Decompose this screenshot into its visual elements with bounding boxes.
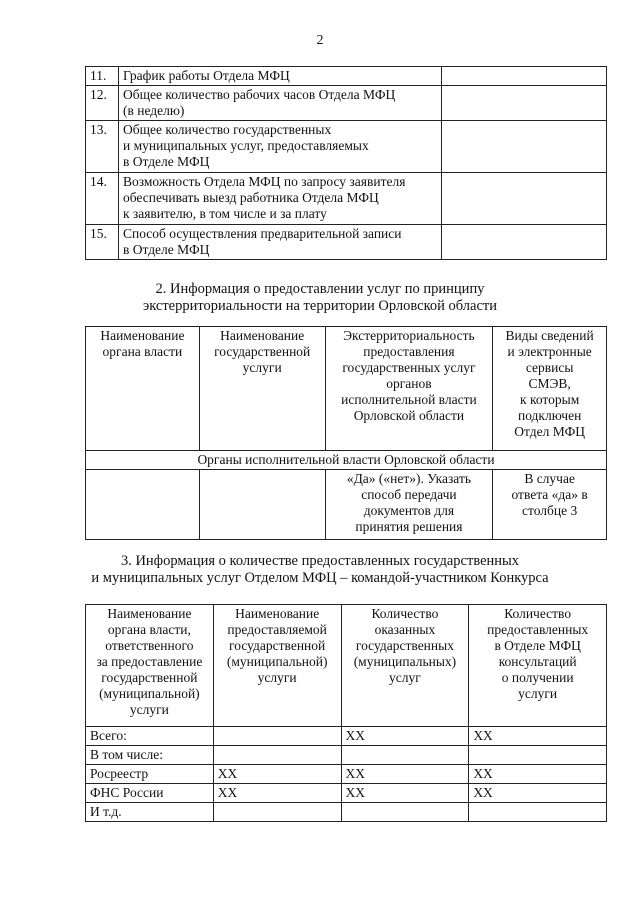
table-row [86,225,607,260]
info-table-items-11-15 [85,66,607,260]
table-row [86,173,607,225]
row-text: Способ осуществления предварительной записи в Отделе МФЦ [118,225,441,260]
table-cell [213,803,341,822]
table-cell [213,746,341,765]
table-row [86,470,607,540]
table-cell: ФНС России [86,784,214,803]
row-text: Возможность Отдела МФЦ по запросу заявителя обеспечивать выезд работника Отдела МФЦ к заявителю, в том числе и за плату [118,173,441,225]
column-header: Виды сведений и электронные сервисы СМЭВ, к которым подключен Отдел МФЦ [493,327,607,451]
table-cell: ХХ [469,784,607,803]
table-row [86,765,607,784]
row-value [442,173,607,225]
table-cell: ХХ [213,784,341,803]
column-header: Наименование предоставляемой государственной (муниципальной) услуги [213,605,341,727]
row-text: Общее количество рабочих часов Отдела МФЦ (в неделю) [118,86,441,121]
table-row [86,727,607,746]
table-cell: Росреестр [86,765,214,784]
table-row [86,86,607,121]
column-header: Наименование органа власти [86,327,200,451]
table-cell: Всего: [86,727,214,746]
services-count-table [85,604,607,822]
column-header: Количество оказанных государственных (муниципальных) услуг [341,605,469,727]
table-cell: ХХ [341,765,469,784]
table-cell: ХХ [469,727,607,746]
row-number: 11. [86,67,119,86]
row-value [442,121,607,173]
column-header: Экстерриториальность предоставления государственных услуг органов исполнительной власти Орловской области [325,327,493,451]
table-cell: В случае ответа «да» в столбце 3 [493,470,607,540]
column-header: Наименование органа власти, ответственного за предоставление государственной (муниципальной) услуги [86,605,214,727]
table-cell [469,746,607,765]
table-cell: ХХ [469,765,607,784]
table-cell: ХХ [341,727,469,746]
table-cell: «Да» («нет»). Указать способ передачи документов для принятия решения [325,470,493,540]
header-row [86,327,607,451]
table-cell [199,470,325,540]
table-cell: И т.д. [86,803,214,822]
table-cell: ХХ [213,765,341,784]
table-cell [341,803,469,822]
table-row [86,121,607,173]
column-header: Наименование государственной услуги [199,327,325,451]
row-number: 15. [86,225,119,260]
column-header: Количество предоставленных в Отделе МФЦ консультаций о получении услуги [469,605,607,727]
row-number: 13. [86,121,119,173]
table-row [86,784,607,803]
row-value [442,67,607,86]
table-row [86,67,607,86]
table-cell: ХХ [341,784,469,803]
table-row [86,746,607,765]
group-row-label: Органы исполнительной власти Орловской области [86,451,607,470]
header-row [86,605,607,727]
table-cell [469,803,607,822]
table-cell [341,746,469,765]
table-cell [86,470,200,540]
table-row [86,803,607,822]
group-row [86,451,607,470]
row-value [442,225,607,260]
page-number: 2 [316,33,324,48]
table-cell [213,727,341,746]
row-number: 14. [86,173,119,225]
table-cell: В том числе: [86,746,214,765]
section-2-heading: 2. Информация о предоставлении услуг по принципу экстерриториальности на территории Орловской области [143,281,497,314]
section-3-heading: 3. Информация о количестве предоставленных государственных и муниципальных услуг Отделом МФЦ – командой-участником Конкурса [91,553,549,586]
row-text: График работы Отдела МФЦ [118,67,441,86]
row-number: 12. [86,86,119,121]
exterritoriality-table [85,326,607,540]
row-text: Общее количество государственных и муниципальных услуг, предоставляемых в Отделе МФЦ [118,121,441,173]
row-value [442,86,607,121]
